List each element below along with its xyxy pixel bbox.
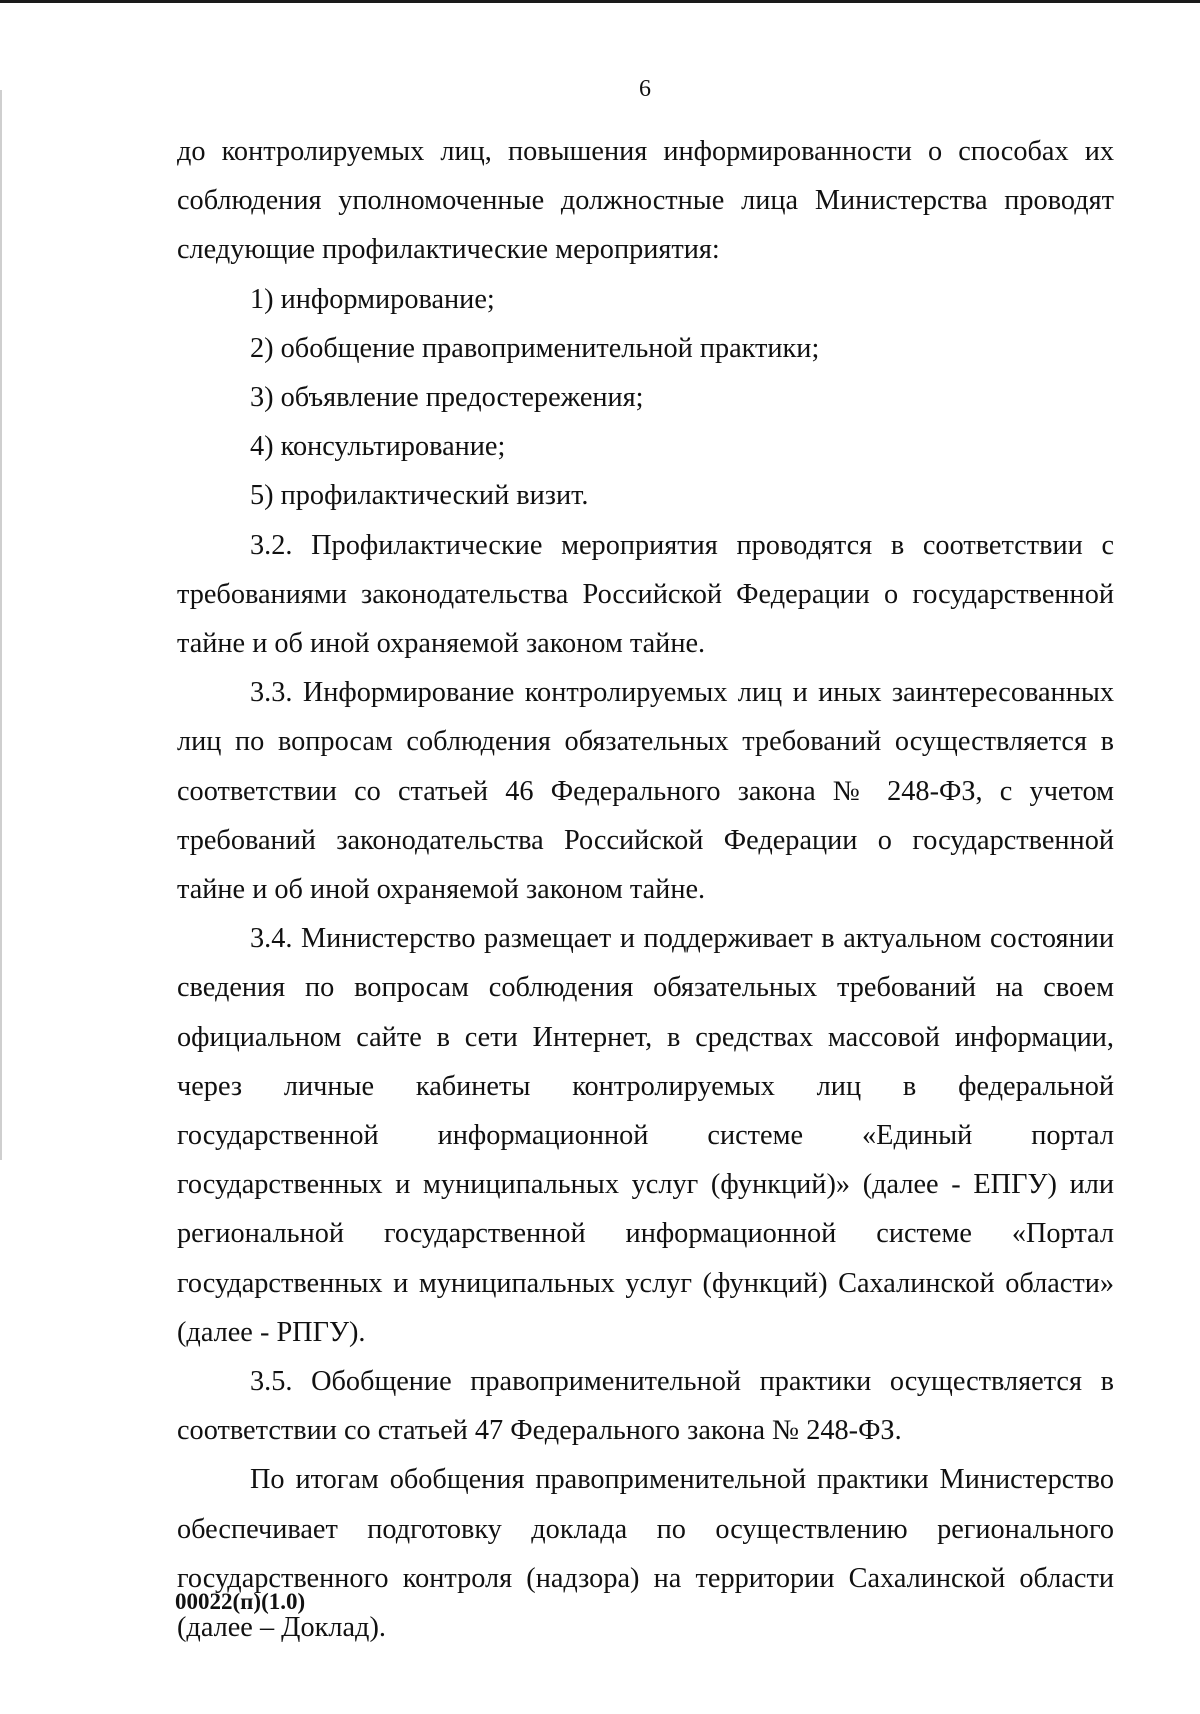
list-item-4: 4) консультирование; xyxy=(250,431,506,463)
list-item-1: 1) информирование; xyxy=(250,283,495,315)
scan-left-edge xyxy=(0,90,2,1160)
paragraph-report: По итогам обобщения правоприменительной практики Министерство обеспечивает подготовку доклада по осуществлению регионального государственного контроля (надзора) на территории Сахалинской области (далее – Доклад). xyxy=(177,1464,1114,1644)
paragraph-3-4: 3.4. Министерство размещает и поддерживает в актуальном состоянии сведения по вопросам соблюдения обязательных требований на своем официальном сайте в сети Интернет, в средствах массовой информации, через личные кабинеты контролируемых лиц в федеральной государственной информационной системе «Единый портал государственных и муниципальных услуг (функций)» (далее - ЕПГУ) или региональной государственной информационной системе «Портал государственных и муниципальных услуг (функций) Сахалинской области» (далее - РПГУ). xyxy=(177,923,1114,1348)
document-body xyxy=(177,127,1114,1652)
paragraph-intro: до контролируемых лиц, повышения информированности о способах их соблюдения уполномоченные должностные лица Министерства проводят следующие профилактические мероприятия: xyxy=(177,136,1114,266)
paragraph-3-2: 3.2. Профилактические мероприятия проводятся в соответствии с требованиями законодательства Российской Федерации о государственной тайне и об иной охраняемой законом тайне. xyxy=(177,529,1114,660)
document-code: 00022(п)(1.0) xyxy=(175,1589,306,1614)
list-item-2: 2) обобщение правоприменительной практики; xyxy=(250,332,820,364)
page-number: 6 xyxy=(639,76,651,102)
paragraph-3-5: 3.5. Обобщение правоприменительной практики осуществляется в соответствии со статьей 47 Федерального закона № 248-ФЗ. xyxy=(177,1366,1114,1447)
paragraph-3-3: 3.3. Информирование контролируемых лиц и иных заинтересованных лиц по вопросам соблюдения обязательных требований осуществляется в соответствии со статьей 46 Федерального закона № 248-ФЗ, с учетом требований законодательства Российской Федерации о государственной тайне и об иной охраняемой законом тайне. xyxy=(177,677,1114,906)
list-item-5: 5) профилактический визит. xyxy=(250,480,589,512)
scan-top-edge xyxy=(0,0,1200,3)
list-item-3: 3) объявление предостережения; xyxy=(250,382,644,414)
